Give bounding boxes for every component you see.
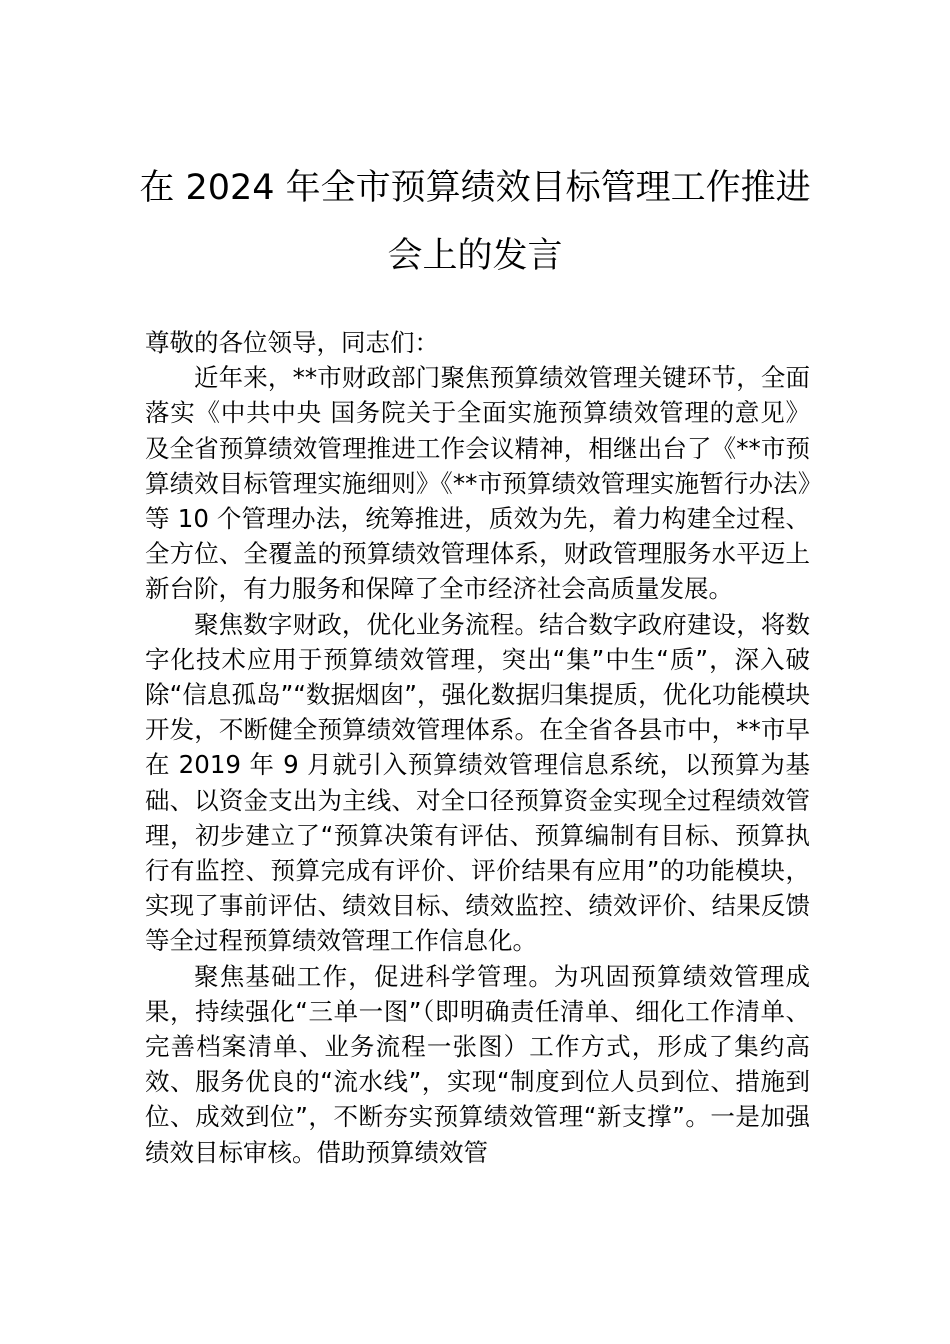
salutation: 尊敬的各位领导，同志们： (145, 328, 439, 357)
paragraph-basic-work: 聚焦基础工作，促进科学管理。为巩固预算绩效管理成果，持续强化“三单一图”（即明确责任清单、细化工作清单、完善档案清单、业务流程一张图）工作方式，形成了集约高效、服务优良的“流水线”，实现“制度到位人员到位、措施到位、成效到位”，不断夯实预算绩效管理“新支撑”。一是加强绩效目标审核。借助预算绩效管 (145, 961, 810, 1167)
document-body (145, 325, 810, 1170)
document-title-line-1: 在 2024 年全市预算绩效目标管理工作推进 (139, 168, 811, 208)
paragraph-intro: 近年来，**市财政部门聚焦预算绩效管理关键环节，全面落实《中共中央 国务院关于全面实施预算绩效管理的意见》及全省预算绩效管理推进工作会议精神，相继出台了《**市预算绩效目标管理实施细则》《**市预算绩效管理实施暂行办法》等 10 个管理办法，统筹推进，质效为先，着力构建全过程、全方位、全覆盖的预算绩效管理体系，财政管理服务水平迈上新台阶，有力服务和保障了全市经济社会高质量发展。 (145, 363, 810, 604)
paragraph-digital-finance: 聚焦数字财政，优化业务流程。结合数字政府建设，将数字化技术应用于预算绩效管理，突出“集”中生“质”，深入破除“信息孤岛”“数据烟囱”，强化数据归集提质，优化功能模块开发，不断健全预算绩效管理体系。在全省各县市中，**市早在 2019 年 9 月就引入预算绩效管理信息系统，以预算为基础、以资金支出为主线、对全口径预算资金实现全过程绩效管理，初步建立了“预算决策有评估、预算编制有目标、预算执行有监控、预算完成有评价、评价结果有应用”的功能模块，实现了事前评估、绩效目标、绩效监控、绩效评价、结果反馈等全过程预算绩效管理工作信息化。 (145, 609, 810, 956)
document-title-line-2: 会上的发言 (387, 236, 563, 276)
